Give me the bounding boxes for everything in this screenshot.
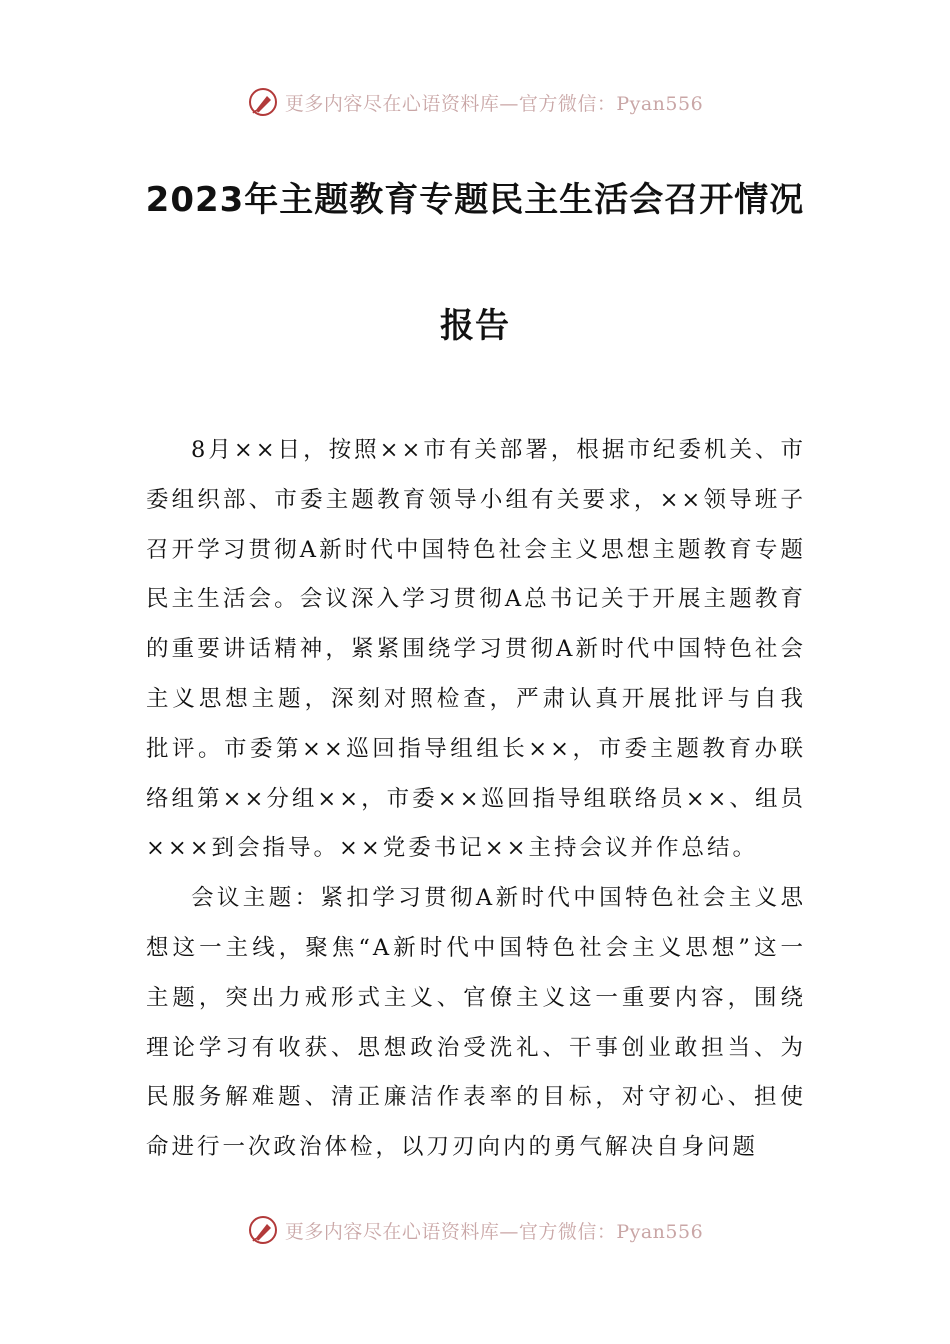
header-watermark — [0, 82, 950, 122]
document-title-line2: 报告 — [440, 306, 510, 346]
watermark-text: 更多内容尽在心语资料库—官方微信：Pyan556 — [284, 92, 704, 115]
footer-watermark — [0, 1210, 950, 1250]
paragraph-1: 8月××日，按照××市有关部署，根据市纪委机关、市委组织部、市委主题教育领导小组有关要求，××领导班子召开学习贯彻A新时代中国特色社会主义思想主题教育专题民主生活会。会议深入学习贯彻A总书记关于开展主题教育的重要讲话精神，紧紧围绕学习贯彻A新时代中国特色社会主义思想主题，深刻对照检查，严肃认真开展批评与自我批评。市委第××巡回指导组组长××，市委主题教育办联络组第××分组××，市委××巡回指导组联络员××、组员×××到会指导。××党委书记××主持会议并作总结。 — [146, 437, 806, 862]
watermark-text: 更多内容尽在心语资料库—官方微信：Pyan556 — [284, 1220, 704, 1243]
document-title-line1: 2023年主题教育专题民主生活会召开情况 — [145, 180, 805, 220]
pen-nib-circle-icon — [247, 1214, 279, 1246]
pen-nib-circle-icon — [247, 86, 279, 118]
document-body — [146, 426, 806, 1173]
paragraph-2: 会议主题：紧扣学习贯彻A新时代中国特色社会主义思想这一主线，聚焦“A新时代中国特色社会主义思想”这一主题，突出力戒形式主义、官僚主义这一重要内容，围绕理论学习有收获、思想政治受洗礼、干事创业敢担当、为民服务解难题、清正廉洁作表率的目标，对守初心、担使命进行一次政治体检，以刀刃向内的勇气解决自身问题 — [146, 885, 806, 1161]
